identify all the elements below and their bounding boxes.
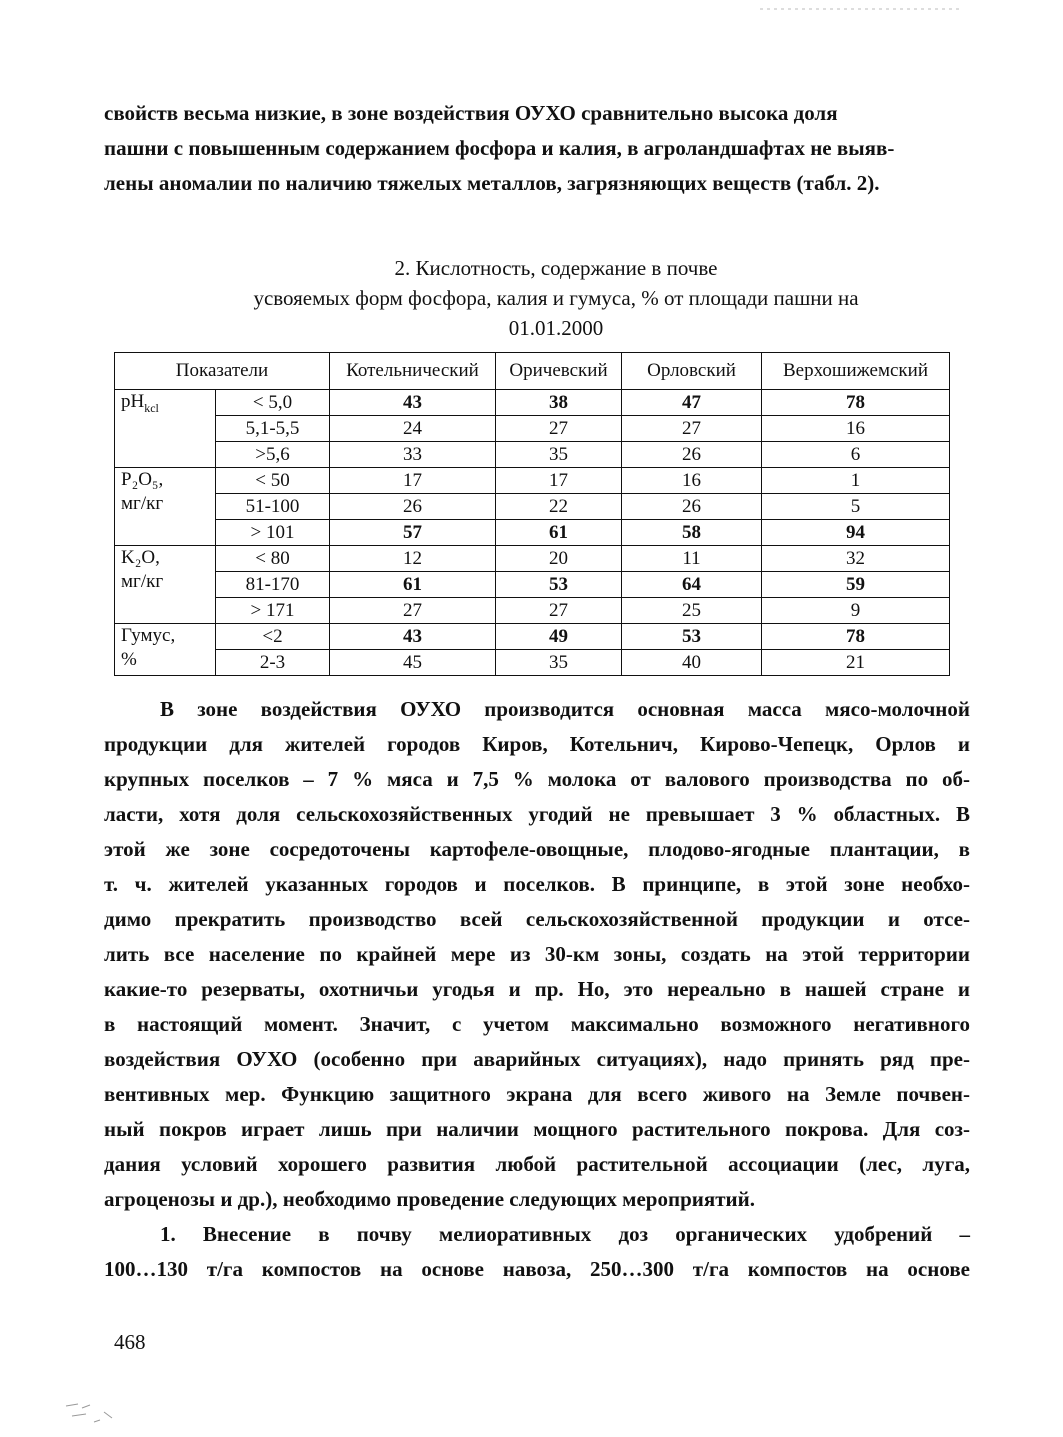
paragraph-line: ласти, хотя доля сельскохозяйственных угодий не превышает 3 % областных. В (104, 802, 970, 826)
value-cell: 53 (622, 624, 762, 650)
value-cell: 24 (330, 416, 496, 442)
indicator-unit: % (121, 649, 137, 670)
range-cell: 2-3 (216, 650, 330, 676)
value-cell: 43 (330, 624, 496, 650)
table-row (115, 468, 950, 494)
paragraph-line: димо прекратить производство всей сельскохозяйственной продукции и отсе- (104, 907, 970, 931)
intro-line: пашни с повышенным содержанием фосфора и калия, в агроландшафтах не выяв- (104, 136, 895, 160)
paragraph-line: в настоящий момент. Значит, с учетом максимально возможного негативного (104, 1012, 970, 1036)
header-indicators: Показатели (115, 353, 330, 390)
value-cell: 40 (622, 650, 762, 676)
indicator-unit: мг/кг (121, 571, 164, 592)
caption-line-2: усвояемых форм фосфора, калия и гумуса, % от площади пашни на (253, 286, 859, 310)
range-cell: 5,1-5,5 (216, 416, 330, 442)
value-cell: 9 (762, 598, 950, 624)
range-cell: >5,6 (216, 442, 330, 468)
list-item-line: 1. Внесение в почву мелиоративных доз органических удобрений – (160, 1222, 970, 1246)
value-cell: 21 (762, 650, 950, 676)
paragraph-line: лить все население по крайней мере из 30-км зоны, создать на этой территории (104, 942, 970, 966)
range-cell: > 101 (216, 520, 330, 546)
range-cell: 81-170 (216, 572, 330, 598)
paragraph-line: этой же зоне сосредоточены картофеле-овощные, плодово-ягодные плантации, в (104, 837, 970, 861)
value-cell: 22 (496, 494, 622, 520)
value-cell: 26 (622, 494, 762, 520)
table-caption (112, 253, 1000, 343)
value-cell: 35 (496, 650, 622, 676)
value-cell: 27 (330, 598, 496, 624)
value-cell: 26 (330, 494, 496, 520)
table-row (115, 624, 950, 650)
value-cell: 20 (496, 546, 622, 572)
paragraph-line: дания условий хорошего развития любой растительной ассоциации (лес, луга, (104, 1152, 970, 1176)
scan-artifact (64, 1396, 144, 1431)
value-cell: 26 (622, 442, 762, 468)
value-cell: 49 (496, 624, 622, 650)
table-row (115, 390, 950, 416)
value-cell: 12 (330, 546, 496, 572)
scan-edge-mark (760, 0, 960, 18)
value-cell: 61 (330, 572, 496, 598)
value-cell: 6 (762, 442, 950, 468)
indicator-subscript: kcl (144, 400, 159, 415)
value-cell: 32 (762, 546, 950, 572)
range-cell: 51-100 (216, 494, 330, 520)
value-cell: 94 (762, 520, 950, 546)
indicator-group-label (115, 468, 216, 546)
indicator-name: K₂O, (121, 547, 160, 568)
value-cell: 78 (762, 390, 950, 416)
value-cell: 47 (622, 390, 762, 416)
paragraph-line: крупных поселков – 7 % мяса и 7,5 % молока от валового производства по об- (104, 767, 970, 791)
paragraph-line: какие-то резерваты, охотничьи угодья и пр. Но, это нереально в нашей стране и (104, 977, 970, 1001)
paragraph-line: ный покров играет лишь при наличии мощного растительного покрова. Для соз- (104, 1117, 970, 1141)
table-header-row (115, 353, 950, 390)
value-cell: 38 (496, 390, 622, 416)
intro-line: свойств весьма низкие, в зоне воздействия ОУХО сравнительно высока доля (104, 101, 838, 125)
value-cell: 58 (622, 520, 762, 546)
header-orichevsky: Оричевский (496, 353, 622, 390)
indicator-name: Гумус, (121, 625, 176, 646)
header-orlovsky: Орловский (622, 353, 762, 390)
table-row (115, 546, 950, 572)
value-cell: 61 (496, 520, 622, 546)
table-row (115, 416, 950, 442)
page-number: 468 (114, 1330, 146, 1354)
table-row (115, 598, 950, 624)
value-cell: 64 (622, 572, 762, 598)
paragraph-line: агроценозы и др.), необходимо проведение следующих мероприятий. (104, 1187, 755, 1211)
intro-line: лены аномалии по наличию тяжелых металлов, загрязняющих веществ (табл. 2). (104, 171, 880, 195)
indicator-group-label (115, 546, 216, 624)
value-cell: 33 (330, 442, 496, 468)
value-cell: 27 (622, 416, 762, 442)
paragraph-line: воздействия ОУХО (особенно при аварийных ситуациях), надо принять ряд пре- (104, 1047, 970, 1071)
caption-line-1: 2. Кислотность, содержание в почве (394, 256, 718, 280)
range-cell: <2 (216, 624, 330, 650)
indicator-name: pH (121, 391, 145, 412)
value-cell: 17 (330, 468, 496, 494)
table-row (115, 442, 950, 468)
header-kotelnichesky: Котельнический (330, 353, 496, 390)
table-row (115, 494, 950, 520)
indicator-unit: мг/кг (121, 493, 164, 514)
list-item-line: 100…130 т/га компостов на основе навоза, 250…300 т/га компостов на основе (104, 1257, 970, 1281)
value-cell: 53 (496, 572, 622, 598)
value-cell: 43 (330, 390, 496, 416)
paragraph-line: В зоне воздействия ОУХО производится основная масса мясо-молочной (160, 697, 970, 721)
caption-line-3: 01.01.2000 (508, 316, 604, 340)
main-paragraph (104, 692, 970, 1287)
indicator-group-label (115, 624, 216, 676)
value-cell: 25 (622, 598, 762, 624)
value-cell: 1 (762, 468, 950, 494)
value-cell: 45 (330, 650, 496, 676)
table-row (115, 572, 950, 598)
paragraph-line: продукции для жителей городов Киров, Котельнич, Кирово-Чепецк, Орлов и (104, 732, 970, 756)
intro-paragraph (104, 96, 968, 201)
soil-indicators-table (114, 352, 950, 676)
value-cell: 57 (330, 520, 496, 546)
paragraph-line: вентивных мер. Функцию защитного экрана для всего живого на Земле почвен- (104, 1082, 970, 1106)
value-cell: 27 (496, 416, 622, 442)
value-cell: 17 (496, 468, 622, 494)
value-cell: 16 (762, 416, 950, 442)
range-cell: < 80 (216, 546, 330, 572)
paragraph-line: т. ч. жителей указанных городов и поселков. В принципе, в этой зоне необхо- (104, 872, 970, 896)
range-cell: < 5,0 (216, 390, 330, 416)
table-body (115, 390, 950, 676)
value-cell: 78 (762, 624, 950, 650)
table-row (115, 650, 950, 676)
value-cell: 27 (496, 598, 622, 624)
indicator-group-label (115, 390, 216, 468)
table-row (115, 520, 950, 546)
range-cell: > 171 (216, 598, 330, 624)
value-cell: 5 (762, 494, 950, 520)
range-cell: < 50 (216, 468, 330, 494)
value-cell: 59 (762, 572, 950, 598)
value-cell: 16 (622, 468, 762, 494)
header-verkhoshizhemsky: Верхошижемский (762, 353, 950, 390)
value-cell: 35 (496, 442, 622, 468)
value-cell: 11 (622, 546, 762, 572)
indicator-name: P₂O₅, (121, 469, 164, 490)
